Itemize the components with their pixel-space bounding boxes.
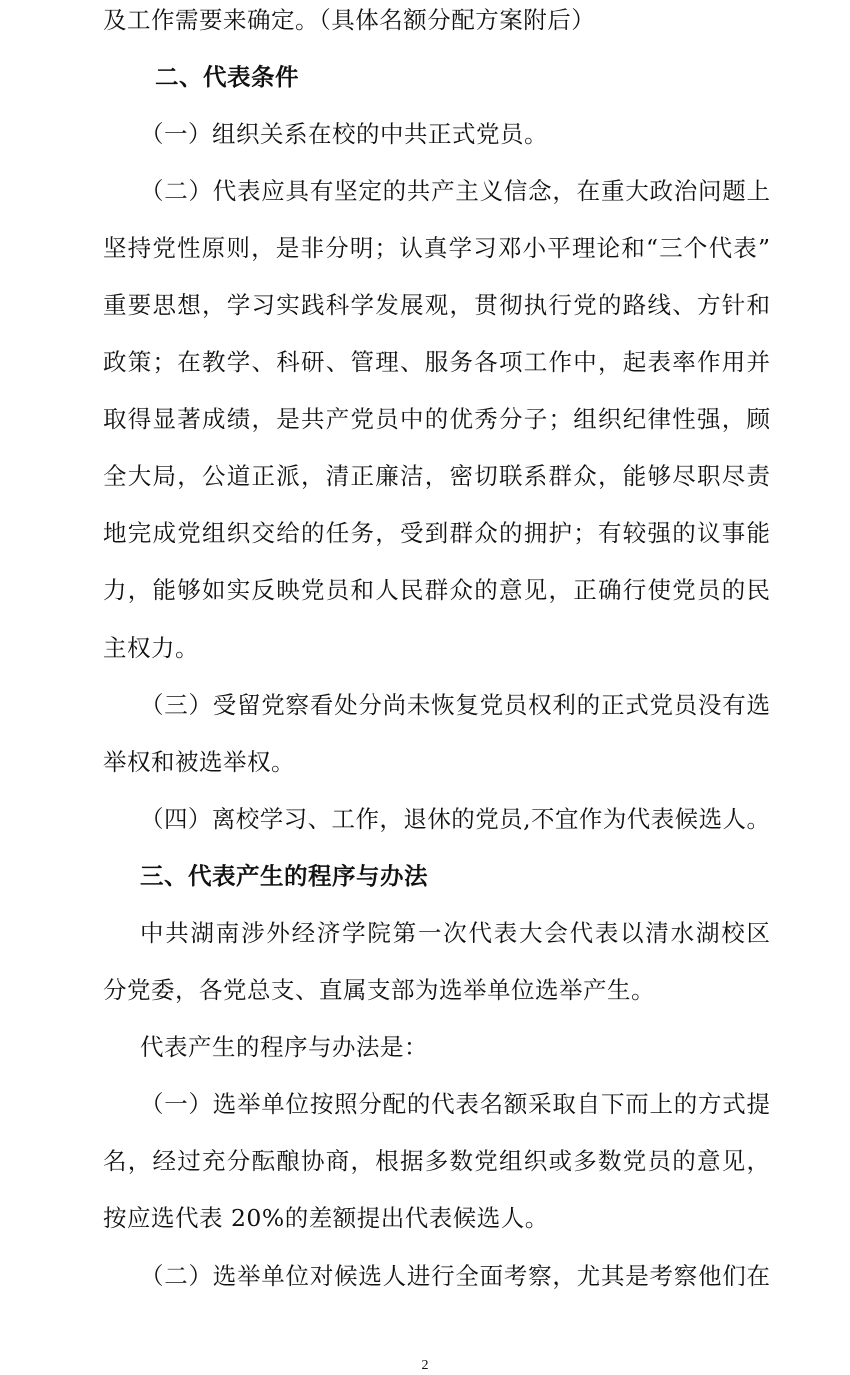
paragraph-item-3 bbox=[103, 677, 770, 791]
section-heading: 三、代表产生的程序与办法 bbox=[140, 861, 428, 890]
paragraph-item-2 bbox=[103, 163, 770, 677]
text-line: 分党委，各党总支、直属支部为选举单位选举产生。 bbox=[103, 976, 655, 1005]
paragraph-item-4 bbox=[103, 791, 770, 848]
text-line: 名，经过充分酝酿协商，根据多数党组织或多数党员的意见， bbox=[103, 1147, 770, 1176]
text-line: （一）组织关系在校的中共正式党员。 bbox=[140, 119, 548, 148]
text-line: （二）选举单位对候选人进行全面考察，尤其是考察他们在 bbox=[140, 1261, 770, 1290]
text-line: 地完成党组织交给的任务，受到群众的拥护；有较强的议事能 bbox=[103, 519, 770, 548]
text-line: （二）代表应具有坚定的共产主义信念，在重大政治问题上 bbox=[140, 176, 770, 205]
text-line: 坚持党性原则，是非分明；认真学习邓小平理论和“三个代表” bbox=[103, 233, 770, 262]
section-2 bbox=[103, 49, 770, 848]
text-line: 举权和被选举权。 bbox=[103, 747, 295, 776]
section-heading: 二、代表条件 bbox=[155, 62, 299, 91]
text-line: 按应选代表 20%的差额提出代表候选人。 bbox=[103, 1204, 549, 1233]
text-line: （一）选举单位按照分配的代表名额采取自下而上的方式提 bbox=[140, 1090, 770, 1119]
paragraph-intro bbox=[103, 905, 770, 1019]
text-line: 及工作需要来确定。（具体名额分配方案附后） bbox=[103, 5, 596, 34]
page-number: 2 bbox=[421, 1358, 429, 1373]
text-line: 全大局，公道正派，清正廉洁，密切联系群众，能够尽职尽责 bbox=[103, 462, 770, 491]
text-line: 重要思想，学习实践科学发展观，贯彻执行党的路线、方针和 bbox=[103, 290, 770, 319]
paragraph-procedure-lead bbox=[103, 1019, 770, 1076]
text-line: 代表产生的程序与办法是： bbox=[140, 1033, 428, 1062]
paragraph-continuation bbox=[103, 0, 770, 49]
document-body bbox=[103, 0, 770, 1305]
text-line: 中共湖南涉外经济学院第一次代表大会代表以清水湖校区 bbox=[140, 919, 770, 947]
text-line: 力，能够如实反映党员和人民群众的意见，正确行使党员的民 bbox=[103, 576, 770, 605]
text-line: （四）离校学习、工作，退休的党员,不宜作为代表候选人。 bbox=[140, 804, 770, 833]
text-line: 主权力。 bbox=[103, 633, 199, 662]
section-3 bbox=[103, 848, 770, 1305]
text-line: 取得显著成绩，是共产党员中的优秀分子；组织纪律性强，顾 bbox=[103, 405, 770, 434]
paragraph-step-2 bbox=[103, 1248, 770, 1305]
text-line: 政策；在教学、科研、管理、服务各项工作中，起表率作用并 bbox=[103, 348, 770, 377]
paragraph-step-1 bbox=[103, 1076, 770, 1247]
paragraph-item-1 bbox=[103, 106, 770, 163]
text-line: （三）受留党察看处分尚未恢复党员权利的正式党员没有选 bbox=[140, 690, 770, 719]
